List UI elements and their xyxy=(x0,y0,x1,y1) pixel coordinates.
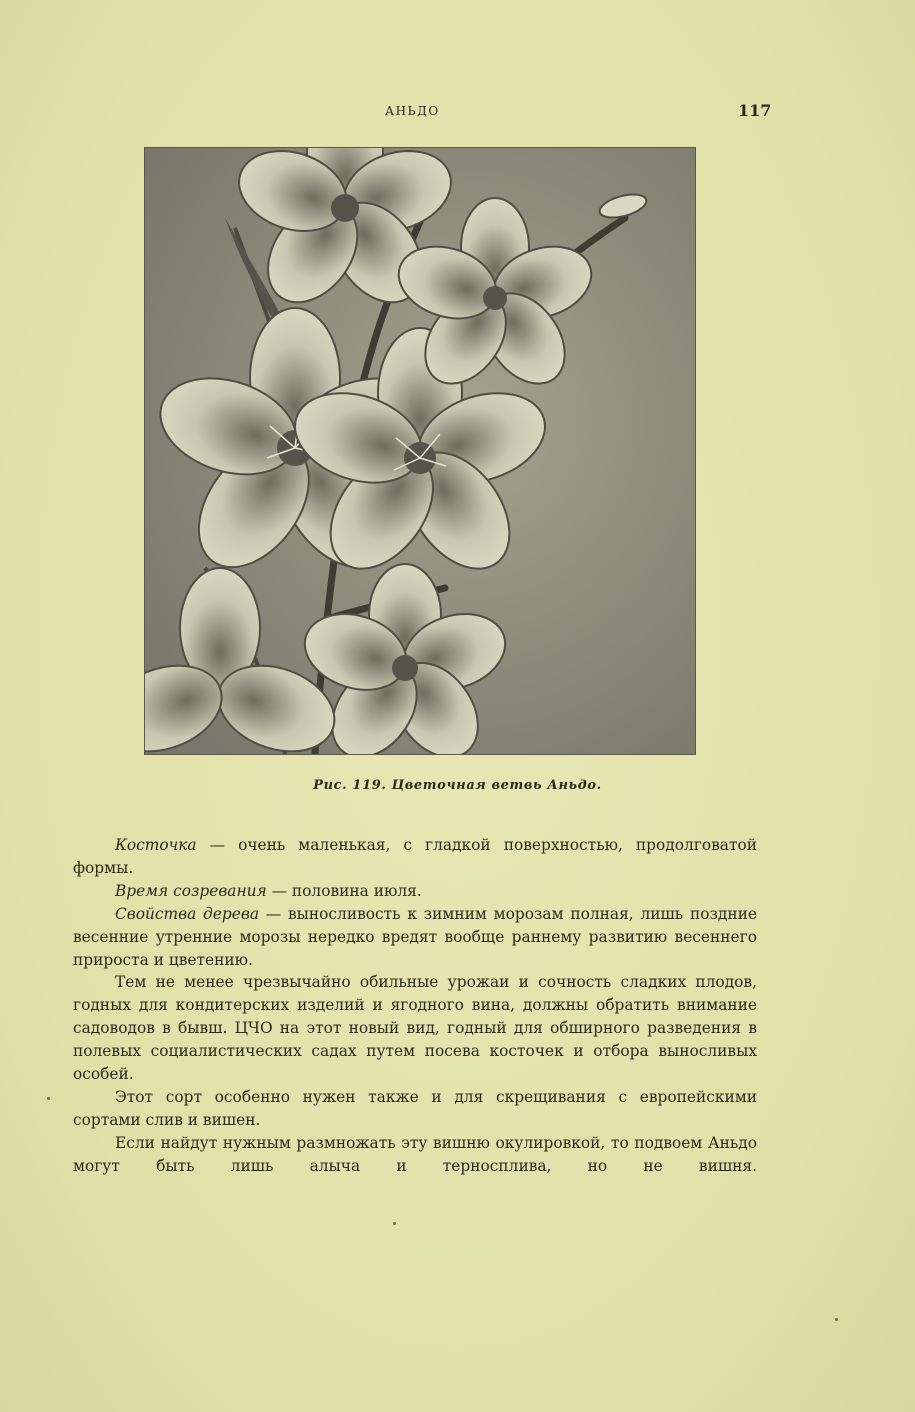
paragraph xyxy=(73,1086,757,1132)
paragraph-text: — очень маленькая, с гладкой поверхностью, продолговатой формы. xyxy=(73,836,757,877)
paragraph xyxy=(73,880,757,903)
paragraph-text: Тем не менее чрезвычайно обильные урожаи и сочность сладких плодов, годных для кондитерских изделий и ягодного вина, должны обратить внимание садоводов в бывш. ЦЧО на этот новый вид, годный для обширного разведения в полевых социалистических садах путем посева косточек и отбора выносливых особей. xyxy=(73,973,757,1084)
paragraph xyxy=(73,903,757,972)
term-label: Свойства дерева xyxy=(115,904,260,923)
paragraph-text: — половина июля. xyxy=(266,881,422,900)
paper-speck xyxy=(393,1222,396,1225)
term-label: Косточка xyxy=(115,836,197,854)
term-label: Время созревания xyxy=(115,881,267,900)
paragraph-text: Если найдут нужным размножать эту вишню окулировкой, то подвоем Аньдо могут быть лишь алыча и терносплива, но не вишня. xyxy=(73,1133,757,1175)
paragraph xyxy=(73,1132,757,1178)
flower-branch-drawing xyxy=(145,148,695,754)
paper-speck xyxy=(835,1318,838,1321)
paper-speck xyxy=(47,1097,50,1100)
body-text xyxy=(73,834,757,1178)
paragraph-text: Этот сорт особенно нужен также и для скрещивания с европейскими сортами слив и вишен. xyxy=(73,1087,757,1129)
paragraph-text: — выносливость к зимним морозам полная, лишь поздние весенние утренние морозы нередко вредят вообще раннему развитию весеннего прироста и цветению. xyxy=(73,904,757,969)
paragraph xyxy=(73,971,757,1086)
figure-caption: Рис. 119. Цветочная ветвь Аньдо. xyxy=(313,778,602,793)
running-head-title: АНЬДО xyxy=(385,104,440,118)
paragraph xyxy=(73,834,757,880)
flower-branch-illustration xyxy=(144,147,696,755)
page-number: 117 xyxy=(738,101,772,120)
